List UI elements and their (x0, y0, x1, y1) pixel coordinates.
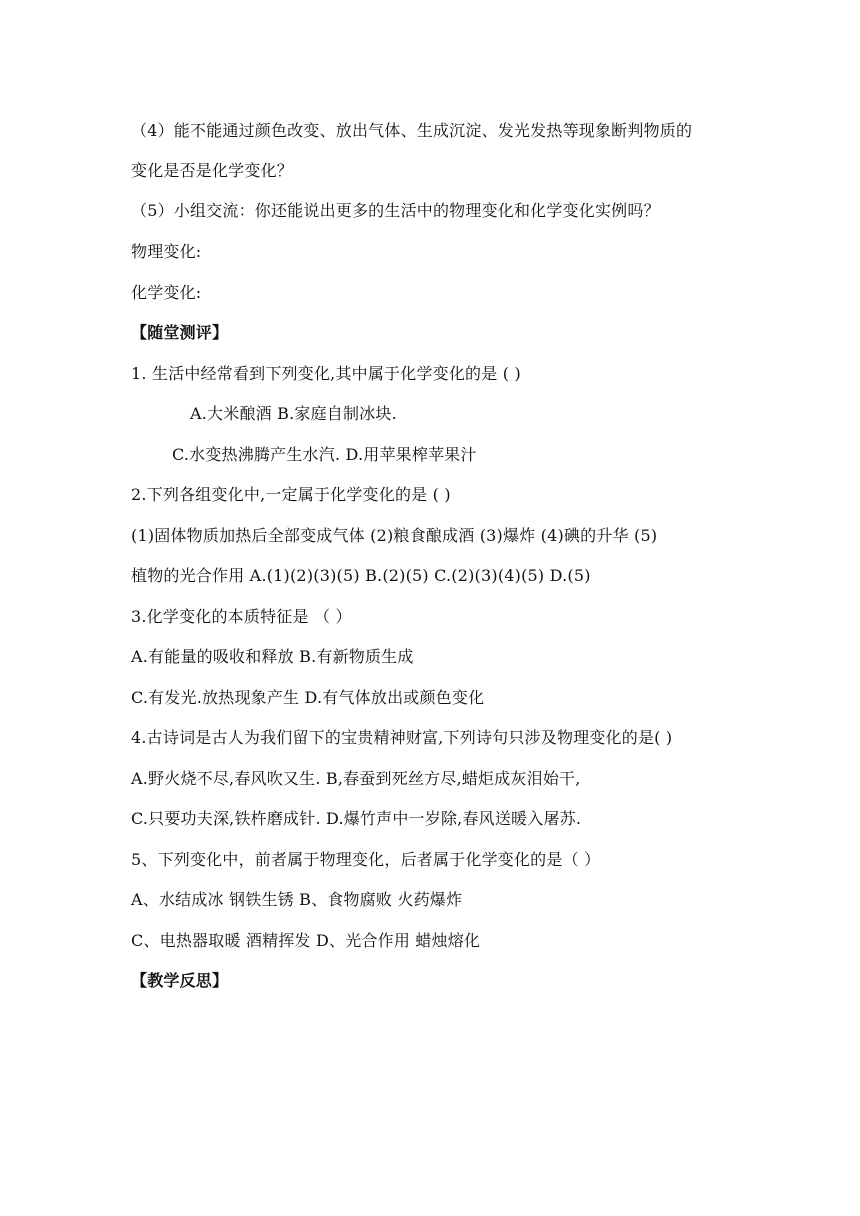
test-question-3-options-ab: A.有能量的吸收和释放 B.有新物质生成 (131, 647, 414, 666)
test-question-3-options-cd: C.有发光.放热现象产生 D.有气体放出或颜色变化 (131, 688, 485, 707)
test-question-1-options-ab: A.大米酿酒 B.家庭自制冰块. (190, 404, 397, 423)
section-teaching-reflection: 【教学反思】 (131, 971, 229, 990)
test-question-1-options-cd: C.水变热沸腾产生水汽. D.用苹果榨苹果汁 (172, 445, 477, 464)
question-5: （5）小组交流：你还能说出更多的生活中的物理变化和化学变化实例吗？ (131, 201, 660, 220)
chemical-change-label: 化学变化: (131, 283, 202, 302)
question-4-line-2: 变化是否是化学变化？ (131, 161, 294, 180)
test-question-4-options-cd: C.只要功夫深,铁杵磨成针. D.爆竹声中一岁除,春风送暖入屠苏. (131, 809, 582, 828)
test-question-3: 3.化学变化的本质特征是 （ ） (131, 607, 352, 626)
test-question-4: 4.古诗词是古人为我们留下的宝贵精神财富,下列诗句只涉及物理变化的是( ) (131, 728, 673, 747)
test-question-5: 5、下列变化中，前者属于物理变化，后者属于化学变化的是（ ） (131, 850, 601, 869)
physical-change-label: 物理变化: (131, 242, 202, 261)
question-4-line-1: （4）能不能通过颜色改变、放出气体、生成沉淀、发光发热等现象断判物质的 (131, 121, 693, 140)
test-question-2-items: (1)固体物质加热后全部变成气体 (2)粮食酿成酒 (3)爆炸 (4)碘的升华 (5) (131, 526, 658, 545)
test-question-1: 1. 生活中经常看到下列变化,其中属于化学变化的是 ( ) (131, 364, 521, 383)
test-question-4-options-ab: A.野火烧不尽,春风吹又生. B,春蚕到死丝方尽,蜡炬成灰泪始干, (131, 769, 581, 788)
test-question-2-options: 植物的光合作用 A.(1)(2)(3)(5) B.(2)(5) C.(2)(3)(4)(5) D.(5) (131, 566, 591, 585)
section-in-class-test: 【随堂测评】 (131, 323, 229, 342)
test-question-5-options-ab: A、水结成冰 钢铁生锈 B、食物腐败 火药爆炸 (131, 890, 463, 909)
test-question-2: 2.下列各组变化中,一定属于化学变化的是 ( ) (131, 485, 451, 504)
test-question-5-options-cd: C、电热器取暖 酒精挥发 D、光合作用 蜡烛熔化 (131, 931, 481, 950)
